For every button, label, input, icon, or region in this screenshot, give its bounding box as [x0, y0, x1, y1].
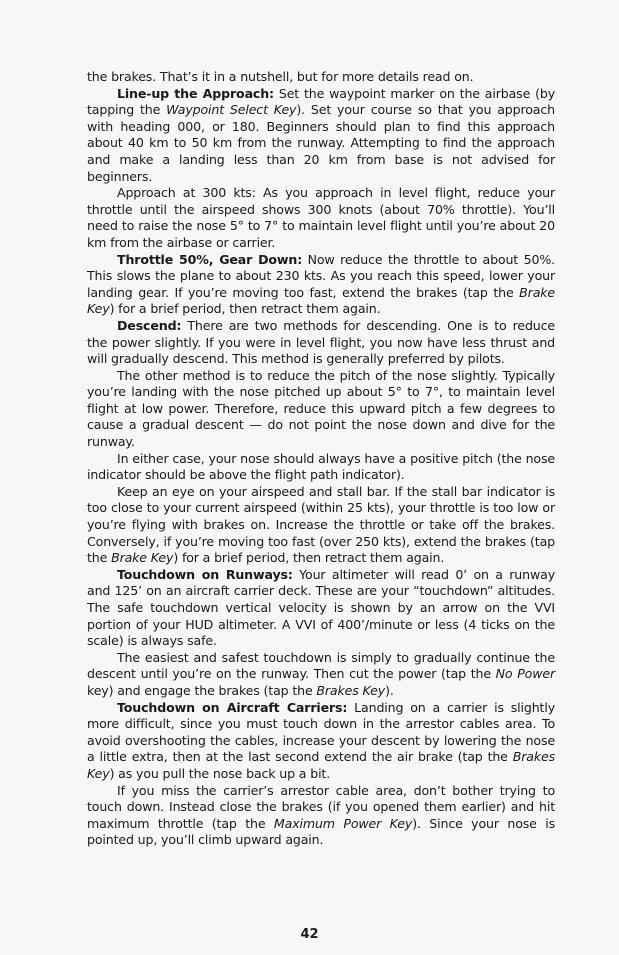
- key-name: Brakes Key: [87, 749, 555, 781]
- paragraph: [87, 185, 555, 251]
- paragraph: [87, 368, 555, 451]
- page-number: 42: [300, 927, 319, 942]
- section-heading: Line-up the Approach:: [117, 85, 274, 101]
- paragraph: [87, 451, 555, 484]
- section-heading: Descend:: [117, 317, 182, 333]
- key-name: Brake Key: [111, 550, 174, 566]
- page-body-text: [87, 69, 555, 849]
- section-heading: Touchdown on Runways:: [117, 566, 293, 582]
- paragraph: [87, 783, 555, 849]
- paragraph: [87, 252, 555, 318]
- text-run: Now reduce the throttle to about 50%. This slows the plane to about 230 kts. As you reach this speed, lower your landing gear. If you’re moving too fast, extend the brakes (tap the: [87, 251, 555, 300]
- text-run: ).: [385, 682, 394, 698]
- paragraph: [87, 86, 555, 186]
- text-run: ). Set your course so that you approach with heading 000, or 180. Beginners should plan to find this approach about 40 km to 50 km from the runway. Attempting to find the approach and make a landing less than 20 km from base is not advised for beginners.: [87, 102, 555, 184]
- paragraph: [87, 69, 555, 86]
- text-run: Approach at 300 kts: As you approach in level flight, reduce your throttle until the airspeed shows 300 knots (about 70% throttle). You’ll need to raise the nose 5° to 7° to maintain level flight until you’re about 20 km from the airbase or carrier.: [87, 185, 555, 250]
- paragraph: [87, 318, 555, 368]
- text-run: Set the waypoint marker on the airbase (by tapping the: [87, 85, 555, 118]
- text-run: ) as you pull the nose back up a bit.: [109, 765, 331, 781]
- paragraph: [87, 650, 555, 700]
- text-run: If you miss the carrier’s arrestor cable area, don’t bother trying to touch down. Instead close the brakes (if you opened them earlier) and hit maximum throttle (tap the: [87, 782, 555, 831]
- key-name: Maximum Power Key: [273, 815, 413, 831]
- key-name: Brake Key: [87, 284, 555, 317]
- key-name: Waypoint Select Key: [166, 102, 297, 118]
- text-run: the brakes. That’s it in a nutshell, but for more details read on.: [87, 69, 474, 84]
- text-run: There are two methods for descending. One is to reduce the power slightly. If you were in level flight, you now have less thrust and will gradually descend. This method is generally preferred by pilots.: [87, 317, 555, 367]
- text-run: The other method is to reduce the pitch of the nose slightly. Typically you’re landing with the nose pitched up about 5° to 7°, to maintain level flight at low power. Therefore, reduce this upward pitch a few degrees to cause a gradual descent — do not point the nose down and dive for the runway.: [87, 367, 555, 450]
- text-run: In either case, your nose should always have a positive pitch (the nose indicator should be above the flight path indicator).: [87, 450, 555, 483]
- key-name: No Power: [495, 666, 555, 682]
- key-name: Brakes Key: [316, 682, 386, 698]
- text-run: Your altimeter will read 0’ on a runway and 125’ on an aircraft carrier deck. These are your “touchdown” altitudes. The safe touchdown vertical velocity is shown by an arrow on the VVI portion of your HUD altimeter. A VVI of 400’/minute or less (4 ticks on the scale) is always safe.: [87, 566, 555, 649]
- paragraph: [87, 700, 555, 783]
- text-run: Landing on a carrier is slightly more difficult, since you must touch down in the arrestor cables area. To avoid overshooting the cables, increase your descent by lowering the nose a little extra, then at the last second extend the air brake (tap the: [87, 699, 555, 765]
- text-run: Keep an eye on your airspeed and stall bar. If the stall bar indicator is too close to your current airspeed (within 25 kts), your throttle is too low or you’re flying with brakes on. Increase the throttle or take off the brakes. Conversely, if you’re moving too fast (over 250 kts), extend the brakes (tap the: [87, 483, 555, 566]
- text-run: ). Since your nose is pointed up, you’ll climb upward again.: [87, 815, 555, 848]
- text-run: key) and engage the brakes (tap the: [87, 682, 317, 698]
- text-run: ) for a brief period, then retract them again.: [173, 550, 445, 566]
- section-heading: Throttle 50%, Gear Down:: [117, 251, 303, 267]
- section-heading: Touchdown on Aircraft Carriers:: [117, 699, 348, 715]
- text-run: The easiest and safest touchdown is simply to gradually continue the descent until you’re on the runway. Then cut the power (tap the: [87, 649, 555, 682]
- text-run: ) for a brief period, then retract them again.: [109, 301, 381, 317]
- paragraph: [87, 484, 555, 567]
- paragraph: [87, 567, 555, 650]
